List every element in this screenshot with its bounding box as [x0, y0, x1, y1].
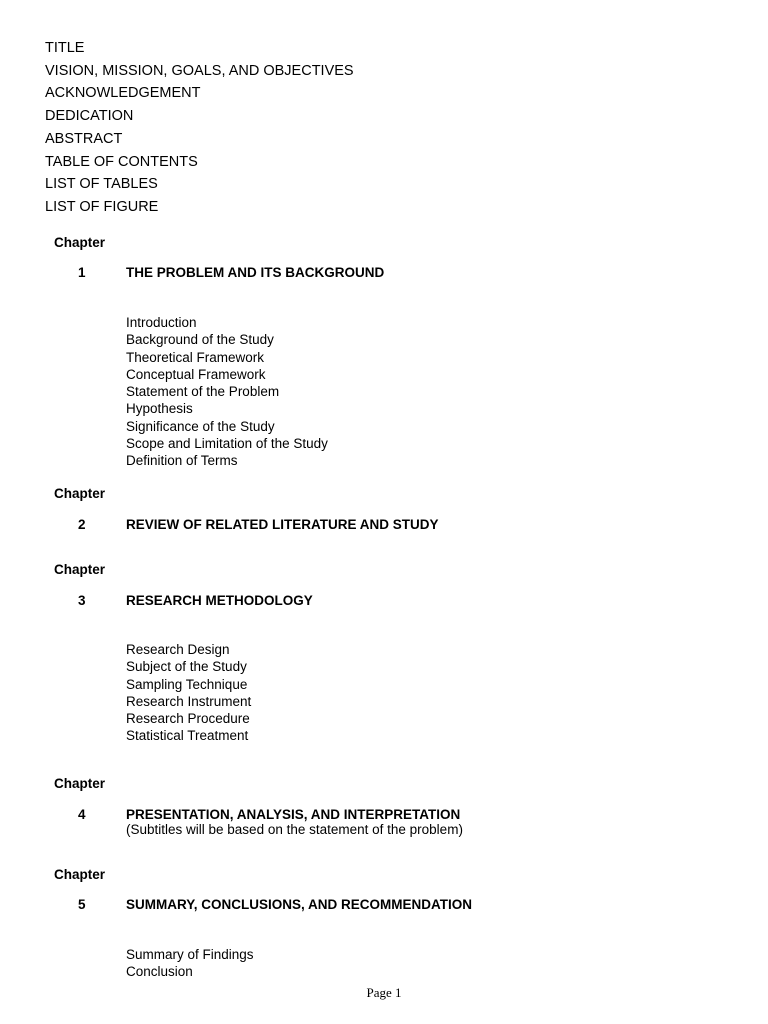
prelim-item-list-of-tables: LIST OF TABLES	[45, 176, 158, 193]
section-research-procedure: Research Procedure	[126, 711, 250, 727]
chapter-4-note: (Subtitles will be based on the statement of the problem)	[126, 822, 463, 837]
section-statement-of-problem: Statement of the Problem	[126, 384, 280, 400]
section-hypothesis: Hypothesis	[126, 401, 193, 417]
chapter-2-label: Chapter	[54, 486, 106, 501]
section-summary-of-findings: Summary of Findings	[126, 947, 254, 962]
chapter-4-label: Chapter	[54, 776, 106, 791]
section-introduction: Introduction	[126, 315, 197, 330]
chapter-3-label: Chapter	[54, 562, 106, 577]
chapter-3-title: RESEARCH METHODOLOGY	[126, 593, 313, 608]
chapter-5-title: SUMMARY, CONCLUSIONS, AND RECOMMENDATION	[126, 897, 472, 912]
section-conceptual-framework: Conceptual Framework	[126, 366, 266, 382]
section-definition-of-terms: Definition of Terms	[126, 453, 238, 469]
chapter-3-sections	[126, 641, 251, 745]
page-number: Page 1	[366, 985, 402, 1000]
chapter-1-sections	[126, 314, 328, 470]
chapter-1-number: 1	[78, 265, 86, 280]
section-subject-of-study: Subject of the Study	[126, 659, 247, 675]
section-significance: Significance of the Study	[126, 418, 275, 434]
section-conclusion: Conclusion	[126, 964, 193, 980]
prelim-item-dedication: DEDICATION	[45, 108, 134, 125]
chapter-1-label: Chapter	[54, 235, 106, 250]
prelim-item-vision-mission: VISION, MISSION, GOALS, AND OBJECTIVES	[45, 62, 354, 79]
section-research-design: Research Design	[126, 642, 230, 657]
chapter-5-sections	[126, 946, 254, 981]
chapter-1-title: THE PROBLEM AND ITS BACKGROUND	[126, 265, 385, 280]
section-statistical-treatment: Statistical Treatment	[126, 728, 249, 744]
chapter-2-number: 2	[78, 517, 86, 532]
prelim-item-title: TITLE	[45, 40, 85, 56]
chapter-4-title: PRESENTATION, ANALYSIS, AND INTERPRETATION	[126, 807, 461, 822]
section-sampling-technique: Sampling Technique	[126, 676, 248, 692]
section-theoretical-framework: Theoretical Framework	[126, 349, 265, 365]
chapter-5-label: Chapter	[54, 867, 106, 882]
section-research-instrument: Research Instrument	[126, 693, 252, 709]
chapter-4-number: 4	[78, 807, 86, 822]
prelim-item-acknowledgement: ACKNOWLEDGEMENT	[45, 85, 201, 102]
chapter-5-number: 5	[78, 897, 86, 912]
prelim-item-list-of-figure: LIST OF FIGURE	[45, 198, 159, 215]
preliminary-pages-list	[45, 37, 354, 219]
chapter-2-title: REVIEW OF RELATED LITERATURE AND STUDY	[126, 517, 439, 532]
chapter-3-number: 3	[78, 593, 86, 608]
prelim-item-abstract: ABSTRACT	[45, 130, 123, 147]
section-scope-limitation: Scope and Limitation of the Study	[126, 436, 328, 452]
section-background: Background of the Study	[126, 332, 274, 348]
prelim-item-table-of-contents: TABLE OF CONTENTS	[45, 153, 198, 170]
